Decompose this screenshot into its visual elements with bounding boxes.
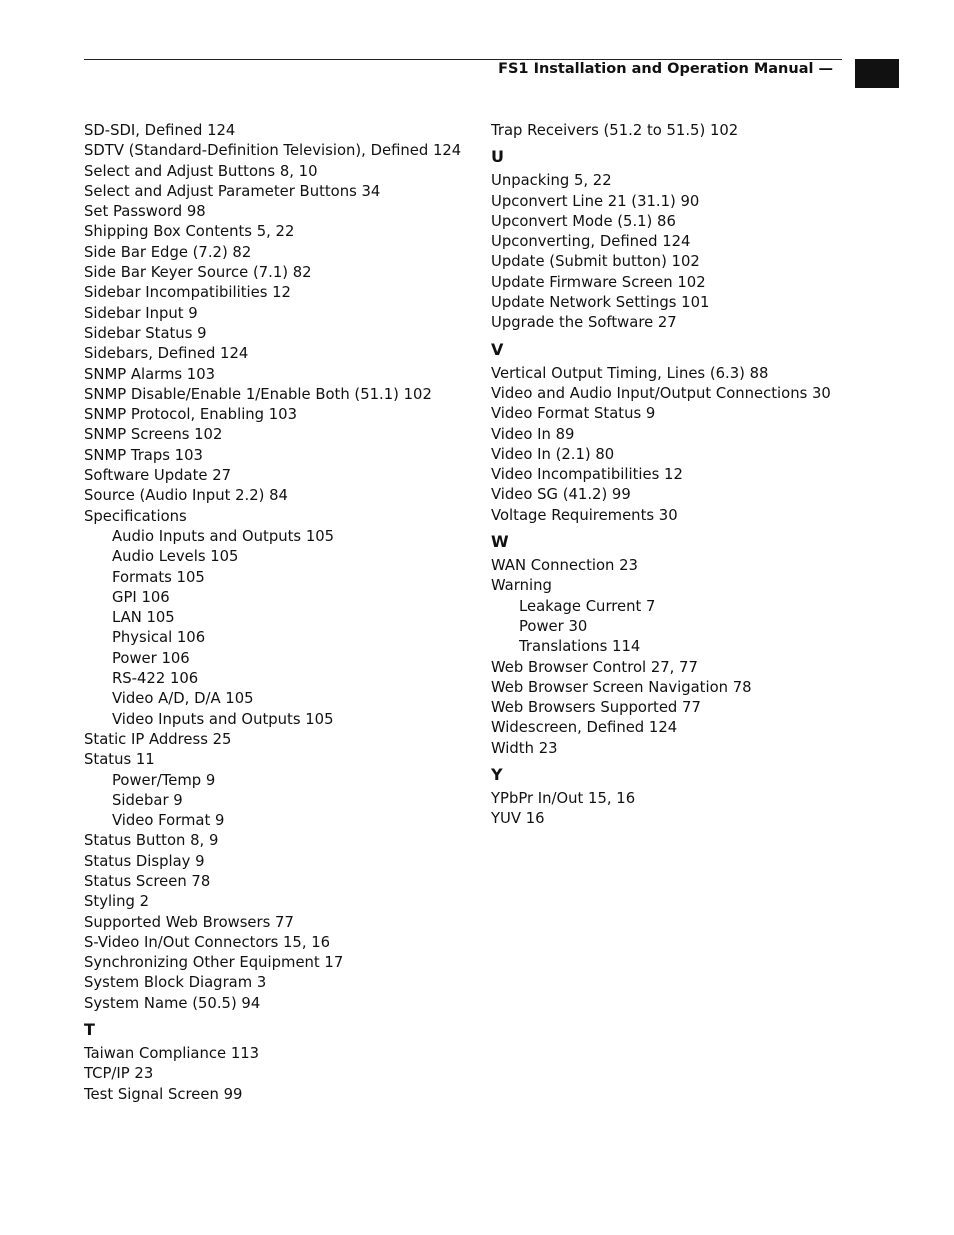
index-entry: YPbPr In/Out 15, 16 — [491, 790, 636, 808]
index-entry: Unpacking 5, 22 — [491, 172, 612, 190]
index-entry: WAN Connection 23 — [491, 557, 638, 575]
index-entry: Warning — [491, 577, 552, 595]
index-subentry: Power 106 — [112, 649, 190, 667]
index-entry: SNMP Disable/Enable 1/Enable Both (51.1) 102 — [84, 385, 432, 403]
index-entry: Static IP Address 25 — [84, 730, 232, 748]
index-entry: Web Browser Screen Navigation 78 — [491, 678, 752, 696]
header-thumb-tab — [855, 59, 899, 88]
index-entry: Sidebars, Defined 124 — [84, 345, 249, 363]
index-subentry: Power 30 — [519, 617, 588, 635]
index-entry: SD-SDI, Defined 124 — [84, 122, 236, 139]
index-entry: Set Password 98 — [84, 203, 206, 221]
index-entry: Side Bar Keyer Source (7.1) 82 — [84, 264, 312, 282]
index-entry: Side Bar Edge (7.2) 82 — [84, 243, 252, 261]
index-entry: Update Firmware Screen 102 — [491, 273, 706, 291]
index-entry: Test Signal Screen 99 — [84, 1085, 243, 1103]
index-entry: Supported Web Browsers 77 — [84, 913, 294, 931]
index-entry: SNMP Traps 103 — [84, 446, 203, 464]
index-subentry: Video Inputs and Outputs 105 — [112, 710, 334, 728]
index-entry: Status Screen 78 — [84, 872, 211, 890]
index-column-right — [491, 121, 891, 830]
index-entry: Styling 2 — [84, 893, 150, 911]
index-entry: Upconvert Mode (5.1) 86 — [491, 212, 676, 230]
index-subentry: LAN 105 — [112, 609, 175, 627]
index-entry: Video Format Status 9 — [491, 405, 656, 423]
index-subentry: RS-422 106 — [112, 670, 199, 688]
index-entry: S-Video In/Out Connectors 15, 16 — [84, 933, 331, 951]
index-entry: Video Incompatibilities 12 — [491, 466, 683, 484]
index-letter-heading: Y — [491, 765, 503, 785]
index-entry: SNMP Alarms 103 — [84, 365, 216, 383]
index-entry: Sidebar Incompatibilities 12 — [84, 284, 291, 302]
index-entry: Select and Adjust Parameter Buttons 34 — [84, 182, 381, 200]
index-entry: Width 23 — [491, 739, 558, 757]
index-letter-heading: U — [491, 147, 504, 167]
index-subentry: Formats 105 — [112, 568, 205, 586]
index-entry: Synchronizing Other Equipment 17 — [84, 954, 344, 972]
index-entry: Video SG (41.2) 99 — [491, 486, 631, 504]
index-entry: Status Display 9 — [84, 852, 205, 870]
index-entry: Trap Receivers (51.2 to 51.5) 102 — [491, 122, 739, 139]
index-entry: Update Network Settings 101 — [491, 294, 710, 312]
index-entry: Web Browser Control 27, 77 — [491, 658, 698, 676]
index-entry: Voltage Requirements 30 — [491, 506, 678, 524]
index-entry: SDTV (Standard-Definition Television), Defined 124 — [84, 142, 462, 160]
index-entry: Software Update 27 — [84, 467, 232, 485]
index-entry: Shipping Box Contents 5, 22 — [84, 223, 295, 241]
index-entry: Upgrade the Software 27 — [491, 314, 677, 332]
index-subentry: Sidebar 9 — [112, 791, 183, 809]
running-header-title: FS1 Installation and Operation Manual — — [498, 61, 833, 77]
index-entry: Vertical Output Timing, Lines (6.3) 88 — [491, 364, 769, 382]
index-entry: SNMP Protocol, Enabling 103 — [84, 406, 298, 424]
index-subentry: Video Format 9 — [112, 812, 225, 830]
index-entry: Specifications — [84, 507, 187, 525]
index-subentry: GPI 106 — [112, 588, 170, 606]
index-entry: Video and Audio Input/Output Connections 30 — [491, 384, 831, 402]
index-subentry: Translations 114 — [519, 638, 641, 656]
index-entry: System Name (50.5) 94 — [84, 994, 261, 1012]
index-subentry: Power/Temp 9 — [112, 771, 216, 789]
index-entry: Sidebar Status 9 — [84, 324, 207, 342]
index-entry: TCP/IP 23 — [84, 1065, 154, 1083]
index-subentry: Leakage Current 7 — [519, 597, 656, 615]
index-subentry: Audio Levels 105 — [112, 548, 239, 566]
index-entry: SNMP Screens 102 — [84, 426, 223, 444]
index-subentry: Audio Inputs and Outputs 105 — [112, 527, 335, 545]
index-entry: Video In 89 — [491, 425, 575, 443]
index-entry: Video In (2.1) 80 — [491, 445, 615, 463]
index-letter-heading: T — [84, 1020, 95, 1040]
index-entry: System Block Diagram 3 — [84, 974, 267, 992]
index-entry: Widescreen, Defined 124 — [491, 719, 678, 737]
index-entry: Web Browsers Supported 77 — [491, 699, 701, 717]
index-entry: Source (Audio Input 2.2) 84 — [84, 487, 288, 505]
index-entry: Upconvert Line 21 (31.1) 90 — [491, 192, 700, 210]
index-column-left — [84, 121, 479, 1105]
index-subentry: Video A/D, D/A 105 — [112, 690, 254, 708]
index-letter-heading: W — [491, 532, 509, 552]
index-entry: Status Button 8, 9 — [84, 832, 219, 850]
index-entry: Select and Adjust Buttons 8, 10 — [84, 162, 318, 180]
index-entry: Status 11 — [84, 751, 155, 769]
index-entry: Sidebar Input 9 — [84, 304, 198, 322]
index-entry: Taiwan Compliance 113 — [84, 1045, 260, 1063]
index-entry: Upconverting, Defined 124 — [491, 233, 691, 251]
index-entry: YUV 16 — [491, 810, 545, 828]
index-subentry: Physical 106 — [112, 629, 206, 647]
index-letter-heading: V — [491, 339, 504, 359]
index-entry: Update (Submit button) 102 — [491, 253, 700, 271]
